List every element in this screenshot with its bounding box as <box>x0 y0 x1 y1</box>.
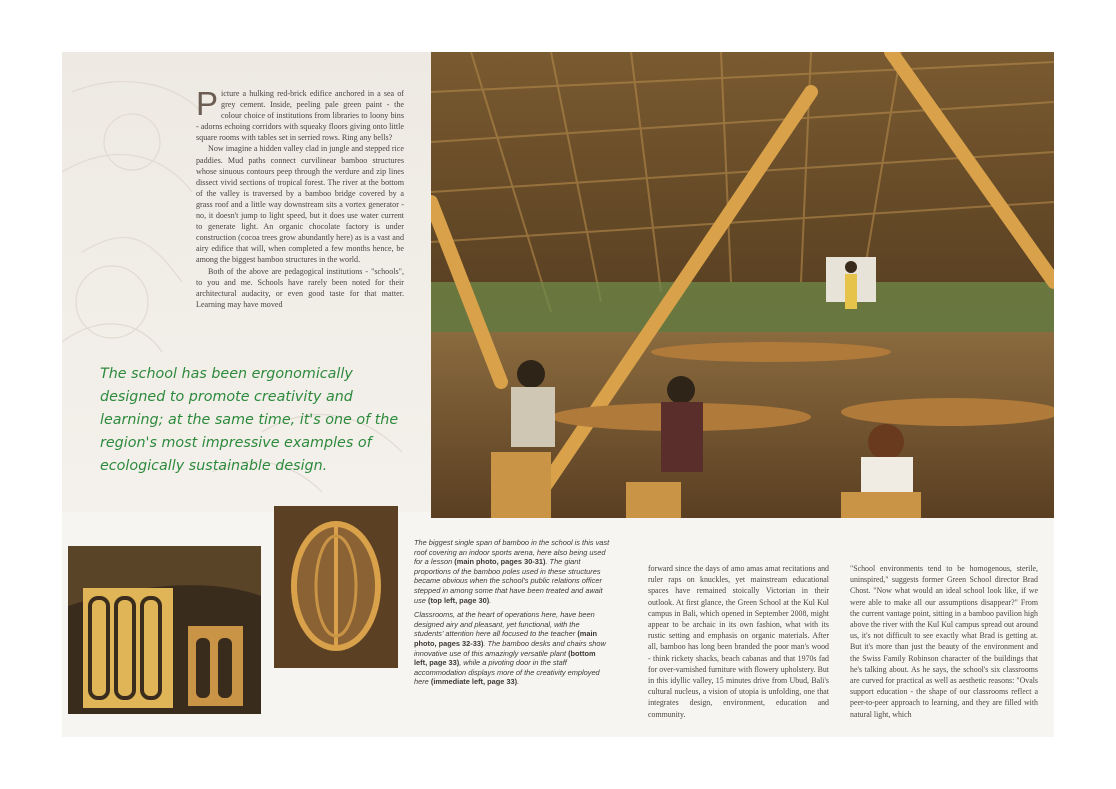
photo-bamboo-furniture <box>68 546 261 714</box>
photo-pivoting-door <box>274 506 398 668</box>
main-photo-bamboo-classroom <box>431 52 1054 518</box>
intro-paragraph-2: Now imagine a hidden valley clad in jungle and stepped rice paddies. Mud paths connect curvilinear bamboo structures whose sinuous contours peep through the verdure and zip lines dissect vivid sections of tropical forest. The river at the bottom of the valley is traversed by a bamboo bridge covered by a grass roof and a little way downstream sits a vortex generator - no, it doesn't jump to light speed, but it does use water current to generate light. An organic chocolate factory is under construction (cocoa trees grow abundantly here) as is a vast and airy edifice that will, when completed a few months hence, be among the biggest bamboo structures in the world. <box>196 144 404 265</box>
photo-captions <box>414 538 610 692</box>
pull-quote: The school has been ergonomically designed to promote creativity and learning; at the same time, it's one of the region's most impressive examples of ecologically sustainable design. <box>100 366 399 474</box>
caption-roof: The biggest single span of bamboo in the school is this vast roof covering an indoor sports arena, here also being used for a lesson (main photo, pages 30-31). The giant proportions of the bamboo poles used in these structures became obvious when the school's public relations officer stepped in among some that have been treated and await use (top left, page 30). <box>414 538 610 605</box>
intro-paragraph-3: Both of the above are pedagogical institutions - "schools", to you and me. Schools have rarely been noted for their architectural audacity, or even good taste for that matter. Learning may have moved <box>196 266 404 309</box>
caption-classrooms: Classrooms, at the heart of operations here, have been designed airy and pleasant, yet functional, with the students' attention here all focused to the teacher (main photo, pages 32-33). The bamboo desks and chairs show innovative use of this amazingly versatile plant (bottom left, page 33), while a pivoting door in the staff accommodation displays more of the creativity employed here (immediate left, page 33). <box>414 610 606 687</box>
intro-paragraph-1: icture a hulking red-brick edifice anchored in a sea of grey cement. Inside, peeling pale green paint - the colour choice of institutions from libraries to loony bins - adorns echoing corridors with squeaky floors giving onto little square rooms with tables set in serried rows. Ring any bells? <box>196 89 404 143</box>
body-text-column-middle: forward since the days of amo amas amat recitations and ruler raps on knuckles, yet mainstream educational spaces have remained stoically Victorian in their outlook. At first glance, the Green School at the Kul Kul campus in Bali, which opened in September 2008, might appear to be archaic in its own fashion, what with its rustic setting and emphasis on organic materials. After all, bamboo has long been branded the poor man's wood - think rickety shacks, beach cabanas and that 1970s fad for over-varnished furniture with flowery upholstery. But in this idyllic valley, 15 minutes drive from Ubud, Bali's cultural nucleus, a vision of utopia is unfolding, one that integrates design, environment, education and community. <box>648 564 829 719</box>
body-text-column-right: "School environments tend to be homogenous, sterile, uninspired," suggests former Green School director Brad Chost. "Now what would an ideal school look like, if we were able to make all our assumptions disappear?" From the current vantage point, sitting in a bamboo pavilion high above the river with the Kul Kul campus spread out around us, it's not difficult to see exactly what Brad is getting at. But it's more than just the beauty of the environment and the Swiss Family Robinson character of the buildings that he's talking about. As he says, the school's six classrooms are curved for practical as well as aesthetic reasons: "Ovals support education - the shape of our classrooms reflect a peer-to-peer approach to learning, and they are filled with natural light, which <box>850 564 1038 719</box>
intro-text-column <box>196 85 404 310</box>
magazine-spread <box>62 52 1054 737</box>
drop-cap: P <box>196 85 219 122</box>
